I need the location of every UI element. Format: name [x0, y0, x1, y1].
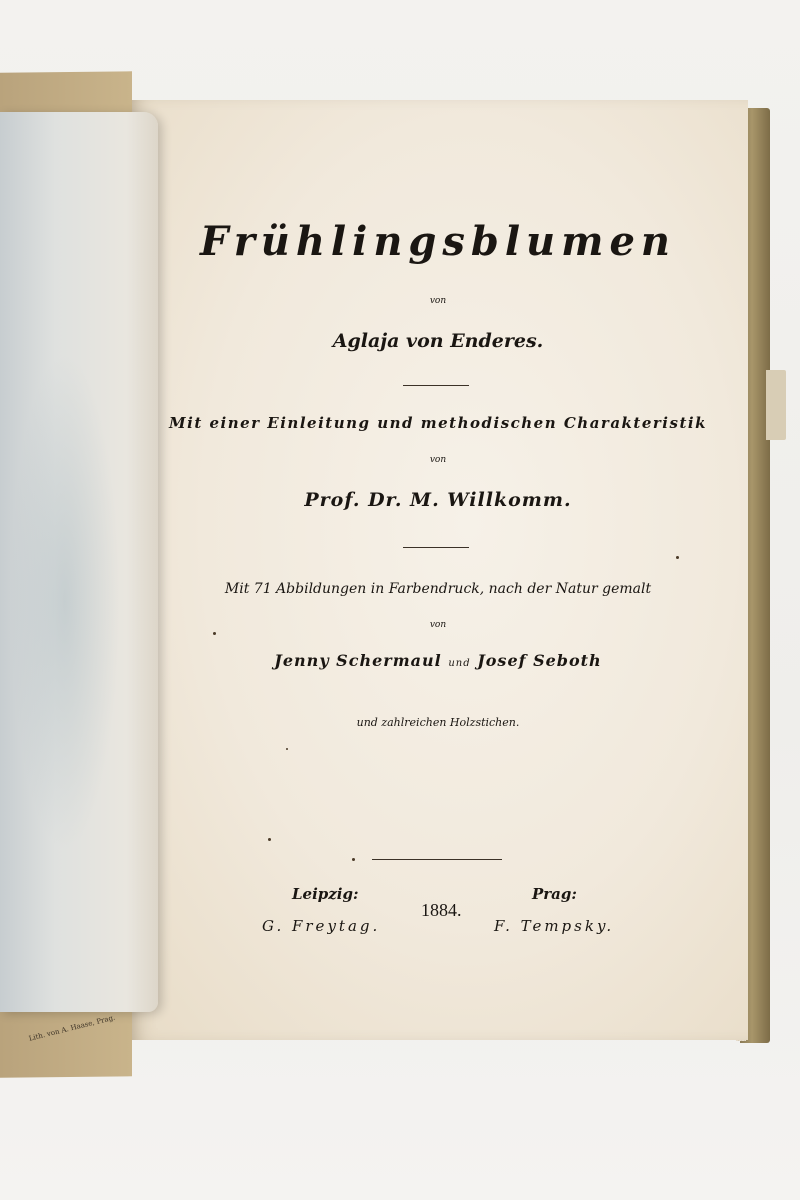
imprint-city-left: Leipzig:: [292, 885, 359, 903]
bookmark-slip: [766, 370, 786, 440]
imprint-publisher-left: G. Freytag.: [262, 917, 381, 935]
imprint-city-right: Prag:: [532, 885, 577, 903]
von-line-1: von: [429, 296, 447, 306]
artists-line: [128, 651, 748, 670]
woodcuts-line: und zahlreichen Holzstichen.: [356, 716, 520, 729]
paper-speck: [268, 838, 271, 841]
paper-speck: [352, 858, 355, 861]
lithographer-label: Lith. von A. Haase, Prag.: [28, 1013, 116, 1043]
divider-rule-1: [403, 385, 469, 386]
artist-2: Josef Seboth: [477, 651, 602, 670]
von-line-3: von: [429, 620, 447, 630]
author-name: Aglaja von Enderes.: [332, 330, 544, 352]
imprint-year: 1884.: [421, 900, 462, 920]
paper-speck: [676, 556, 679, 559]
artists-and: und: [448, 658, 471, 669]
paper-speck: [286, 748, 288, 750]
book-title: Frühlingsblumen: [200, 218, 676, 265]
introduction-line: Mit einer Einleitung und methodischen Charakteristik: [169, 414, 707, 432]
divider-rule-2: [403, 547, 469, 548]
artist-1: Jenny Schermaul: [274, 651, 442, 670]
paper-speck: [213, 632, 216, 635]
imprint-publisher-right: F. Tempsky.: [494, 917, 615, 935]
professor-name: Prof. Dr. M. Willkomm.: [304, 489, 572, 511]
divider-rule-3: [372, 859, 502, 860]
illustrations-line: Mit 71 Abbildungen in Farbendruck, nach der Natur gemalt: [224, 581, 652, 597]
tissue-tint: [10, 352, 120, 852]
von-line-2: von: [429, 455, 447, 465]
